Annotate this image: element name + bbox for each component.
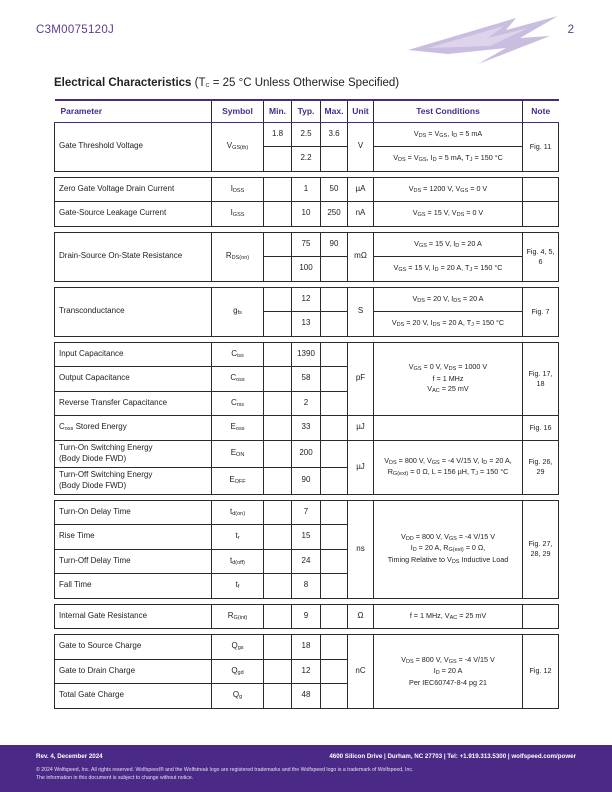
min-value: 1.8 (264, 122, 292, 147)
typ-value: 100 (292, 257, 321, 282)
max-value (321, 416, 348, 441)
symbol-qgs: $Q_{gs}$ (212, 635, 264, 660)
max-value (321, 604, 348, 629)
table-row (55, 500, 559, 525)
typ-value: 2.2 (292, 147, 321, 172)
unit-value: µJ (348, 416, 374, 441)
table-row (55, 604, 559, 629)
test-condition: $V_{GS} = 0$ V, $V_{DS} = 1000$ V f = 1 MHz $V_{AC} = 25$ mV (374, 342, 523, 416)
param-qgs: Gate to Source Charge (55, 635, 212, 660)
symbol-idss: $I_{DSS}$ (212, 177, 264, 202)
footer-revision: Rev. 4, December 2024 (36, 753, 103, 760)
symbol-rgint: $R_{G(int)}$ (212, 604, 264, 629)
symbol-igss: $I_{GSS}$ (212, 202, 264, 227)
col-header-typ: Typ. (292, 100, 321, 122)
section-title (54, 77, 399, 89)
typ-value: 200 (292, 440, 321, 467)
param-rgint: Internal Gate Resistance (55, 604, 212, 629)
page-number: 2 (567, 24, 574, 36)
test-condition: $V_{DS} = 800$ V, $V_{GS} = -4$ V/15 V, $I_D = 20$ A, $R_{G(ext)} = 0$ Ω, L = 156 µH, $T_J = 150$ °C (374, 440, 523, 494)
typ-value: 12 (292, 659, 321, 684)
unit-value: ns (348, 500, 374, 598)
table-row (55, 232, 559, 257)
max-value (321, 147, 348, 172)
test-condition: $V_{DS} = 1200$ V, $V_{GS} = 0$ V (374, 177, 523, 202)
min-value (264, 177, 292, 202)
symbol-gfs: $g_{fs}$ (212, 287, 264, 336)
col-header-note: Note (523, 100, 559, 122)
typ-value: 1390 (292, 342, 321, 367)
note-value (523, 177, 559, 202)
param-eon: Turn-On Switching Energy (Body Diode FWD) (55, 440, 212, 467)
max-value (321, 659, 348, 684)
min-value (264, 147, 292, 172)
symbol-tr: $t_r$ (212, 525, 264, 550)
param-tf: Fall Time (55, 574, 212, 599)
typ-value: 58 (292, 367, 321, 392)
symbol-qg: $Q_g$ (212, 684, 264, 709)
table-row (55, 202, 559, 227)
test-condition (374, 416, 523, 441)
test-condition: $V_{GS} = 15$ V, $V_{DS} = 0$ V (374, 202, 523, 227)
col-header-unit: Unit (348, 100, 374, 122)
min-value (264, 312, 292, 337)
typ-value: 48 (292, 684, 321, 709)
max-value (321, 440, 348, 467)
max-value: 3.6 (321, 122, 348, 147)
typ-value: 13 (292, 312, 321, 337)
test-condition: $V_{DD} = 800$ V, $V_{GS} = -4$ V/15 V $I_D = 20$ A, $R_{G(ext)} = 0$ Ω, Timing Relative to $V_{DS}$ Inductive Load (374, 500, 523, 598)
col-header-test-conditions: Test Conditions (374, 100, 523, 122)
min-value (264, 659, 292, 684)
note-value: Fig. 7 (523, 287, 559, 336)
test-condition: $V_{GS} = 15$ V, $I_D = 20$ A (374, 232, 523, 257)
footer-legal (36, 766, 576, 782)
min-value (264, 500, 292, 525)
min-value (264, 635, 292, 660)
max-value (321, 549, 348, 574)
test-condition: $V_{DS} = 800$ V, $V_{GS} = -4$ V/15 V $I_D = 20$ A Per IEC60747-8-4 pg 21 (374, 635, 523, 709)
min-value (264, 684, 292, 709)
note-value (523, 202, 559, 227)
symbol-eoss: $E_{oss}$ (212, 416, 264, 441)
footer (0, 745, 612, 792)
max-value (321, 257, 348, 282)
section-title-cond: (T (194, 77, 206, 89)
min-value (264, 257, 292, 282)
typ-value: 15 (292, 525, 321, 550)
test-condition: $V_{GS} = 15$ V, $I_D = 20$ A, $T_J = 150$ °C (374, 257, 523, 282)
typ-value: 90 (292, 467, 321, 494)
unit-value: V (348, 122, 374, 171)
typ-value: 33 (292, 416, 321, 441)
test-condition: $V_{DS} = 20$ V, $I_{DS} = 20$ A, $T_J = 150$ °C (374, 312, 523, 337)
param-gfs: Transconductance (55, 287, 212, 336)
unit-value: mΩ (348, 232, 374, 281)
unit-value: Ω (348, 604, 374, 629)
param-tdoff: Turn-Off Delay Time (55, 549, 212, 574)
max-value (321, 635, 348, 660)
unit-value: S (348, 287, 374, 336)
test-condition: $V_{DS} = 20$ V, $I_{DS} = 20$ A (374, 287, 523, 312)
part-number: C3M0075120J (36, 24, 115, 36)
unit-value: pF (348, 342, 374, 416)
max-value (321, 287, 348, 312)
typ-value: 7 (292, 500, 321, 525)
symbol-eoff: $E_{OFF}$ (212, 467, 264, 494)
param-eoff: Turn-Off Switching Energy (Body Diode FWD) (55, 467, 212, 494)
note-value (523, 604, 559, 629)
typ-value: 2.5 (292, 122, 321, 147)
footer-address: 4600 Silicon Drive | Durham, NC 27703 | Tel: +1.919.313.5300 | wolfspeed.com/power (329, 753, 576, 760)
param-eoss: $C_{oss}$ Stored Energy (55, 416, 212, 441)
table-row (55, 635, 559, 660)
col-header-parameter: Parameter (55, 100, 212, 122)
header-row (55, 100, 559, 122)
max-value: 50 (321, 177, 348, 202)
table-row (55, 342, 559, 367)
param-igss: Gate-Source Leakage Current (55, 202, 212, 227)
unit-value: µJ (348, 440, 374, 494)
min-value (264, 367, 292, 392)
unit-value: nC (348, 635, 374, 709)
param-idss: Zero Gate Voltage Drain Current (55, 177, 212, 202)
table-row (55, 177, 559, 202)
note-value: Fig. 4, 5, 6 (523, 232, 559, 281)
param-ciss: Input Capacitance (55, 342, 212, 367)
typ-value: 12 (292, 287, 321, 312)
typ-value: 8 (292, 574, 321, 599)
min-value (264, 287, 292, 312)
note-value: Fig. 16 (523, 416, 559, 441)
max-value (321, 312, 348, 337)
note-value: Fig. 27, 28, 29 (523, 500, 559, 598)
table-row (55, 440, 559, 467)
param-qg: Total Gate Charge (55, 684, 212, 709)
table-row (55, 416, 559, 441)
max-value (321, 342, 348, 367)
max-value (321, 500, 348, 525)
max-value: 90 (321, 232, 348, 257)
max-value (321, 574, 348, 599)
min-value (264, 467, 292, 494)
min-value (264, 342, 292, 367)
col-header-min: Min. (264, 100, 292, 122)
typ-value: 75 (292, 232, 321, 257)
symbol-eon: $E_{ON}$ (212, 440, 264, 467)
section-title-rest: = 25 °C Unless Otherwise Specified) (209, 77, 400, 89)
symbol-tf: $t_f$ (212, 574, 264, 599)
unit-value: nA (348, 202, 374, 227)
symbol-ciss: $C_{iss}$ (212, 342, 264, 367)
min-value (264, 440, 292, 467)
param-crss: Reverse Transfer Capacitance (55, 391, 212, 416)
min-value (264, 549, 292, 574)
param-tdon: Turn-On Delay Time (55, 500, 212, 525)
min-value (264, 525, 292, 550)
note-value: Fig. 12 (523, 635, 559, 709)
param-gate-threshold: Gate Threshold Voltage (55, 122, 212, 171)
symbol-tdon: $t_{d(on)}$ (212, 500, 264, 525)
table-row (55, 287, 559, 312)
symbol-rdson: $R_{DS(on)}$ (212, 232, 264, 281)
symbol-vgsth: $V_{GS(th)}$ (212, 122, 264, 171)
note-value: Fig. 26, 29 (523, 440, 559, 494)
table-row (55, 122, 559, 147)
test-condition: f = 1 MHz, $V_{AC} = 25$ mV (374, 604, 523, 629)
typ-value: 1 (292, 177, 321, 202)
typ-value: 24 (292, 549, 321, 574)
param-rdson: Drain-Source On-State Resistance (55, 232, 212, 281)
col-header-max: Max. (321, 100, 348, 122)
min-value (264, 232, 292, 257)
min-value (264, 604, 292, 629)
max-value (321, 525, 348, 550)
footer-legal-line1: © 2024 Wolfspeed, Inc. All rights reserved. Wolfspeed® and the Wolfstreak logo are registered trademarks and the Wolfspeed logo is a trademark of Wolfspeed, Inc. (36, 767, 414, 773)
max-value (321, 391, 348, 416)
wolfstreak-logo (408, 14, 558, 66)
min-value (264, 202, 292, 227)
typ-value: 2 (292, 391, 321, 416)
param-coss: Output Capacitance (55, 367, 212, 392)
unit-value: µA (348, 177, 374, 202)
col-header-symbol: Symbol (212, 100, 264, 122)
section-title-bold: Electrical Characteristics (54, 77, 192, 89)
max-value (321, 467, 348, 494)
max-value (321, 367, 348, 392)
symbol-tdoff: $t_{d(off)}$ (212, 549, 264, 574)
test-condition: $V_{DS} = V_{GS}$, $I_D = 5$ mA, $T_J = 150$ °C (374, 147, 523, 172)
max-value (321, 684, 348, 709)
electrical-characteristics-table (54, 99, 559, 709)
section-title-sub: C (205, 83, 210, 89)
symbol-qgd: $Q_{gd}$ (212, 659, 264, 684)
test-condition: $V_{DS} = V_{GS}$, $I_D = 5$ mA (374, 122, 523, 147)
min-value (264, 391, 292, 416)
typ-value: 18 (292, 635, 321, 660)
symbol-crss: $C_{rss}$ (212, 391, 264, 416)
max-value: 250 (321, 202, 348, 227)
param-tr: Rise Time (55, 525, 212, 550)
min-value (264, 416, 292, 441)
param-qgd: Gate to Drain Charge (55, 659, 212, 684)
typ-value: 10 (292, 202, 321, 227)
note-value: Fig. 11 (523, 122, 559, 171)
footer-legal-line2: The information in this document is subject to change without notice. (36, 775, 194, 782)
typ-value: 9 (292, 604, 321, 629)
symbol-coss: $C_{oss}$ (212, 367, 264, 392)
min-value (264, 574, 292, 599)
note-value: Fig. 17, 18 (523, 342, 559, 416)
